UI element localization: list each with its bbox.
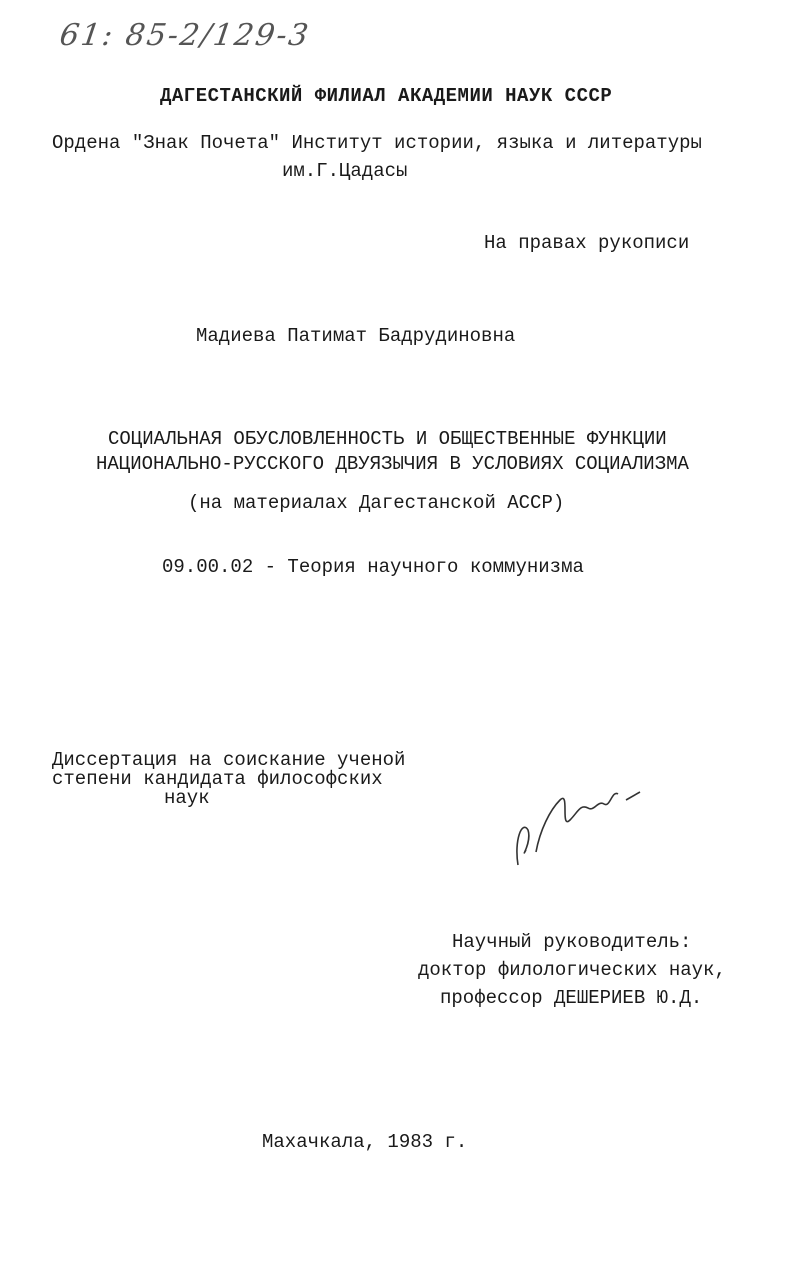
supervisor-line-3: профессор ДЕШЕРИЕВ Ю.Д. — [440, 987, 703, 1009]
specialty-code: 09.00.02 - Теория научного коммунизма — [162, 556, 584, 578]
supervisor-line-1: Научный руководитель: — [452, 931, 692, 953]
institute-line-2: им.Г.Цадасы — [282, 160, 408, 182]
handwritten-shelfmark: 61: 85-2/129-3 — [57, 18, 313, 53]
title-line-1: СОЦИАЛЬНАЯ ОБУСЛОВЛЕННОСТЬ И ОБЩЕСТВЕННЫЕ ФУНКЦИИ — [108, 428, 667, 450]
title-line-2: НАЦИОНАЛЬНО-РУССКОГО ДВУЯЗЫЧИЯ В УСЛОВИЯХ СОЦИАЛИЗМА — [96, 453, 689, 475]
supervisor-line-2: доктор филологических наук, — [418, 959, 726, 981]
organization-heading: ДАГЕСТАНСКИЙ ФИЛИАЛ АКАДЕМИИ НАУК СССР — [160, 85, 613, 107]
degree-line-2: степени кандидата философских — [52, 768, 383, 790]
author-name: Мадиева Патимат Бадрудиновна — [196, 325, 516, 347]
place-year: Махачкала, 1983 г. — [262, 1131, 468, 1153]
degree-line-3: наук — [164, 787, 210, 809]
degree-line-1: Диссертация на соискание ученой — [52, 749, 406, 771]
title-subtitle: (на материалах Дагестанской АССР) — [188, 492, 565, 514]
rights-notice: На правах рукописи — [484, 232, 690, 254]
signature — [500, 770, 650, 870]
institute-line-1: Ордена "Знак Почета" Институт истории, языка и литературы — [52, 132, 702, 154]
